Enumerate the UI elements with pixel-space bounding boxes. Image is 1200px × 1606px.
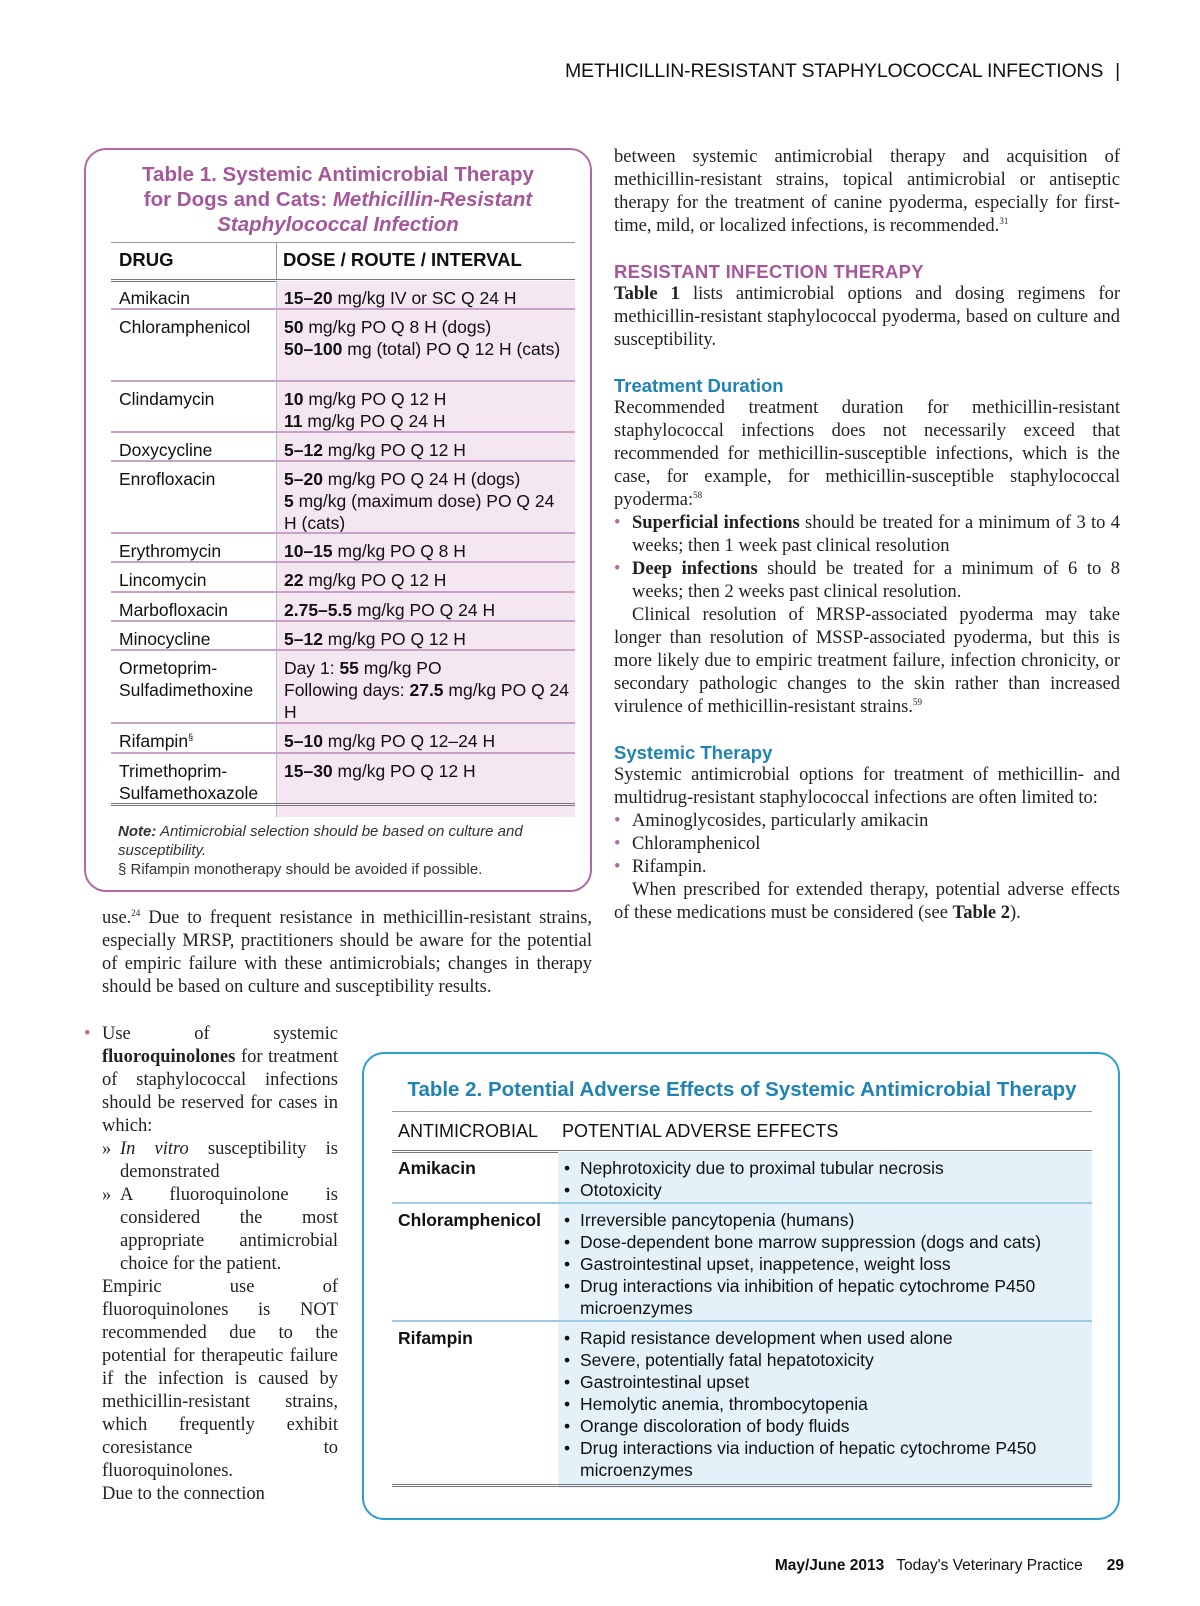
table-row: Ormetoprim- Sulfadimethoxine Day 1: 55 mg/kg PO Following days: 27.5 mg/kg PO Q 24 H	[111, 651, 575, 724]
table-row: Amikacin • Nephrotoxicity due to proximal tubular necrosis • Ototoxicity	[392, 1152, 1092, 1204]
col-antimicrobial-header: ANTIMICROBIAL	[398, 1121, 539, 1141]
table-row: Erythromycin 10–15 mg/kg PO Q 8 H	[111, 534, 575, 563]
table-1-body	[111, 281, 575, 817]
table-row: Rifampin§ 5–10 mg/kg PO Q 12–24 H	[111, 724, 575, 754]
issue-date: May/June 2013	[774, 1557, 885, 1574]
table-row: Rifampin • Rapid resistance development when used alone • Severe, potentially fatal hepatotoxicity • Gastrointestinal upset • Hemolytic anemia, thrombocytopenia • Orange discoloration of body fluids • Drug interactions via induction of hepatic cytochrome P450 microenzymes	[392, 1322, 1092, 1487]
publication-name: Today's Veterinary Practice	[896, 1557, 1083, 1574]
table-row: Enrofloxacin 5–20 mg/kg PO Q 24 H (dogs) 5 mg/kg (maximum dose) PO Q 24 H (cats)	[111, 462, 575, 534]
col-effects-header: POTENTIAL ADVERSE EFFECTS	[562, 1121, 839, 1141]
running-head: METHICILLIN-RESISTANT STAPHYLOCOCCAL INFECTIONS |	[565, 60, 1120, 82]
table-row: Amikacin 15–20 mg/kg IV or SC Q 24 H	[111, 281, 575, 310]
left-column-list: • Use of systemic fluoroquinolones for treatment of staphylococcal infections should be reserved for cases in which: » In vitro susceptibility is demonstrated » A fluoroquinolone is considered the most appropriate antimicrobial choice for the patient. Empiric use of fluoroquinolones is NOT recommended due to the potential for therapeutic failure if the infection is caused by methicillin-resistant strains, which frequently exhibit coresistance to fluoroquinolones. Due to the connection	[84, 1023, 338, 1506]
table-1-notes: Note: Antimicrobial selection should be based on culture and susceptibility. § Rifampin monotherapy should be avoided if possible.	[118, 823, 523, 878]
col-drug-header: DRUG	[119, 249, 174, 270]
heading-systemic-therapy: Systemic Therapy	[614, 742, 773, 763]
left-column-paragraph: use.$^{24}$ Due to frequent resistance in methicillin-resistant strains, especially MRSP, practitioners should be aware for the potential of empiric failure with these antimicrobials; changes in therapy should be based on culture and susceptibility results.	[102, 907, 592, 997]
page-footer	[775, 1557, 1124, 1575]
table-row: Chloramphenicol 50 mg/kg PO Q 8 H (dogs) 50–100 mg (total) PO Q 12 H (cats)	[111, 310, 575, 382]
table-row: Lincomycin 22 mg/kg PO Q 12 H	[111, 563, 575, 593]
page-number: 29	[1106, 1557, 1124, 1574]
table-2-header	[392, 1111, 1092, 1153]
table-row: Marbofloxacin 2.75–5.5 mg/kg PO Q 24 H	[111, 593, 575, 622]
table-1-header	[111, 242, 575, 282]
table-row: Clindamycin 10 mg/kg PO Q 12 H 11 mg/kg PO Q 24 H	[111, 382, 575, 433]
heading-resistant-infection-therapy: RESISTANT INFECTION THERAPY	[614, 261, 924, 282]
right-column: between systemic antimicrobial therapy and acquisition of methicillin-resistant strains, topical antimicrobial or antiseptic therapy for the treatment of canine pyoderma, especially for first-time, mild, or localized infections, is recommended.$^{31}$ RESISTANT INFECTION THERAPY Table 1 lists antimicrobial options and dosing regimens for methicillin-resistant staphylococcal pyoderma, based on culture and susceptibility. Treatment Duration Recommended treatment duration for methicillin-resistant staphylococcal infections does not necessarily exceed that recommended for methicillin-susceptible infections, which is the case, for example, for methicillin-susceptible staphylococcal pyoderma:$^{58}$ • Superficial infections should be treated for a minimum of 3 to 4 weeks; then 1 week past clinical resolution • Deep infections should be treated for a minimum of 6 to 8 weeks; then 2 weeks past clinical resolution. Clinical resolution of MRSP-associated pyoderma may take longer than resolution of MSSP-associated pyoderma, but this is more likely due to empiric treatment failure, infection chronicity, or secondary pathologic changes to the skin rather than increased virulence of methicillin-resistant strains.$^{59}$ Systemic Therapy Systemic antimicrobial options for treatment of methicillin- and multidrug-resistant staphylococcal infections are often limited to: • Aminoglycosides, particularly amikacin • Chloramphenicol • Rifampin. When prescribed for extended therapy, potential adverse effects of these medications must be considered (see Table 2).	[614, 146, 1120, 925]
table-2	[362, 1052, 1120, 1520]
table-row: Trimethoprim- Sulfamethoxazole 15–30 mg/kg PO Q 12 H	[111, 754, 575, 806]
table-row: Minocycline 5–12 mg/kg PO Q 12 H	[111, 622, 575, 651]
table-row: Doxycycline 5–12 mg/kg PO Q 12 H	[111, 433, 575, 462]
table-row: Chloramphenicol • Irreversible pancytopenia (humans) • Dose-dependent bone marrow suppression (dogs and cats) • Gastrointestinal upset, inappetence, weight loss • Drug interactions via inhibition of hepatic cytochrome P450 microenzymes	[392, 1204, 1092, 1322]
table-2-body	[392, 1152, 1092, 1488]
table-1	[84, 148, 592, 892]
col-dose-header: DOSE / ROUTE / INTERVAL	[283, 249, 522, 270]
heading-treatment-duration: Treatment Duration	[614, 375, 784, 396]
table-1-title: Table 1. Systemic Antimicrobial Therapy for Dogs and Cats: Methicillin-Resistant Staphylococcal Infection	[142, 163, 534, 236]
table-2-title: Table 2. Potential Adverse Effects of Systemic Antimicrobial Therapy	[407, 1078, 1077, 1101]
